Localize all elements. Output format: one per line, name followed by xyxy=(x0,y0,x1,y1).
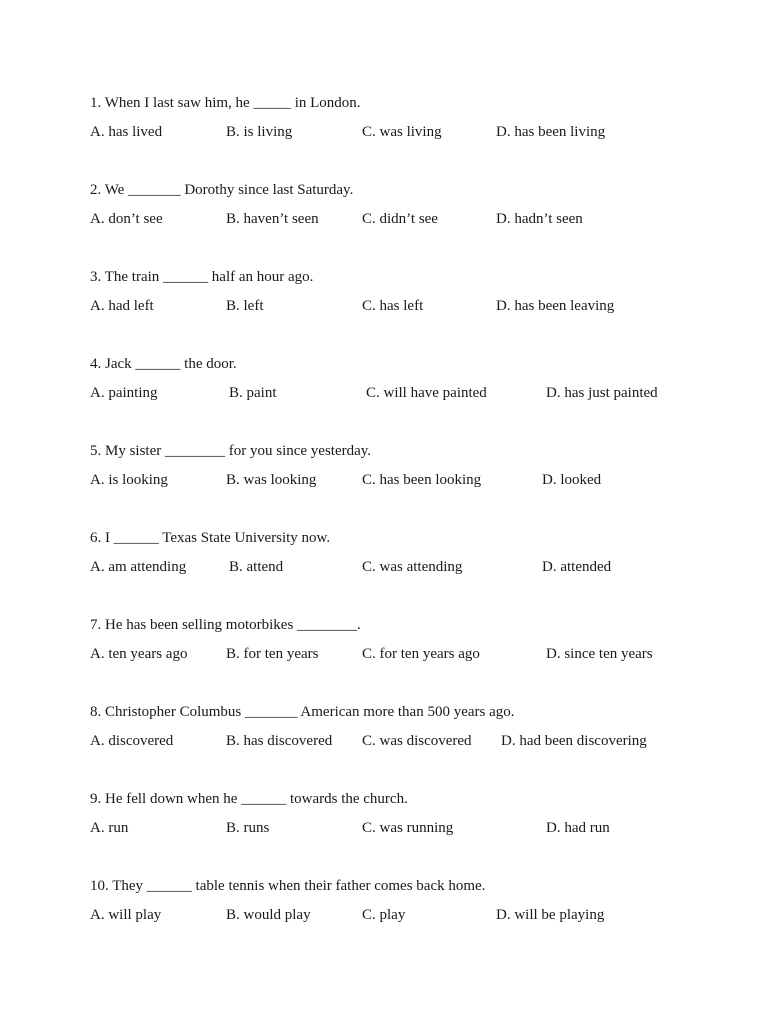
question-stem: 1. When I last saw him, he _____ in London. xyxy=(90,95,361,111)
question-9 xyxy=(90,790,730,850)
question-4 xyxy=(90,355,730,415)
option-d: D. since ten years xyxy=(546,646,653,662)
option-a: A. is looking xyxy=(90,472,168,488)
question-stem: 5. My sister ________ for you since yesterday. xyxy=(90,443,372,459)
option-d: D. looked xyxy=(542,472,602,488)
option-d: D. will be playing xyxy=(496,907,605,923)
option-c: C. play xyxy=(362,907,406,923)
option-a: A. run xyxy=(90,820,129,836)
question-6 xyxy=(90,529,730,589)
question-8 xyxy=(90,703,730,763)
option-c: C. for ten years ago xyxy=(362,646,480,662)
option-c: C. was living xyxy=(362,124,442,140)
option-a: A. am attending xyxy=(90,559,187,575)
option-b: B. has discovered xyxy=(226,733,333,749)
option-d: D. had been discovering xyxy=(501,733,647,749)
option-a: A. has lived xyxy=(90,124,163,140)
option-d: D. attended xyxy=(542,559,612,575)
option-c: C. was discovered xyxy=(362,733,472,749)
option-b: B. attend xyxy=(229,559,284,575)
option-a: A. painting xyxy=(90,385,158,401)
question-stem: 8. Christopher Columbus _______ American more than 500 years ago. xyxy=(90,704,515,720)
option-c: C. will have painted xyxy=(366,385,487,401)
option-d: D. has been leaving xyxy=(496,298,615,314)
question-stem: 10. They ______ table tennis when their father comes back home. xyxy=(90,878,486,894)
question-stem: 9. He fell down when he ______ towards the church. xyxy=(90,791,408,807)
option-c: C. was running xyxy=(362,820,454,836)
question-7 xyxy=(90,616,730,676)
question-10 xyxy=(90,877,730,937)
option-c: C. has left xyxy=(362,298,424,314)
option-b: B. haven’t seen xyxy=(226,211,319,227)
option-a: A. will play xyxy=(90,907,162,923)
question-1 xyxy=(90,94,730,154)
option-b: B. was looking xyxy=(226,472,317,488)
option-b: B. runs xyxy=(226,820,270,836)
option-c: C. has been looking xyxy=(362,472,482,488)
option-d: D. has been living xyxy=(496,124,606,140)
question-stem: 2. We _______ Dorothy since last Saturday. xyxy=(90,182,354,198)
option-d: D. has just painted xyxy=(546,385,658,401)
option-b: B. would play xyxy=(226,907,311,923)
option-b: B. is living xyxy=(226,124,293,140)
option-b: B. paint xyxy=(229,385,277,401)
option-b: B. for ten years xyxy=(226,646,319,662)
option-c: C. was attending xyxy=(362,559,463,575)
option-c: C. didn’t see xyxy=(362,211,438,227)
option-a: A. don’t see xyxy=(90,211,163,227)
option-a: A. had left xyxy=(90,298,154,314)
question-stem: 3. The train ______ half an hour ago. xyxy=(90,269,314,285)
option-d: D. hadn’t seen xyxy=(496,211,583,227)
option-d: D. had run xyxy=(546,820,610,836)
question-5 xyxy=(90,442,730,502)
question-stem: 7. He has been selling motorbikes ________. xyxy=(90,617,361,633)
question-3 xyxy=(90,268,730,328)
question-stem: 6. I ______ Texas State University now. xyxy=(90,530,331,546)
option-a: A. ten years ago xyxy=(90,646,188,662)
question-stem: 4. Jack ______ the door. xyxy=(90,356,237,372)
option-a: A. discovered xyxy=(90,733,174,749)
option-b: B. left xyxy=(226,298,264,314)
question-2 xyxy=(90,181,730,241)
